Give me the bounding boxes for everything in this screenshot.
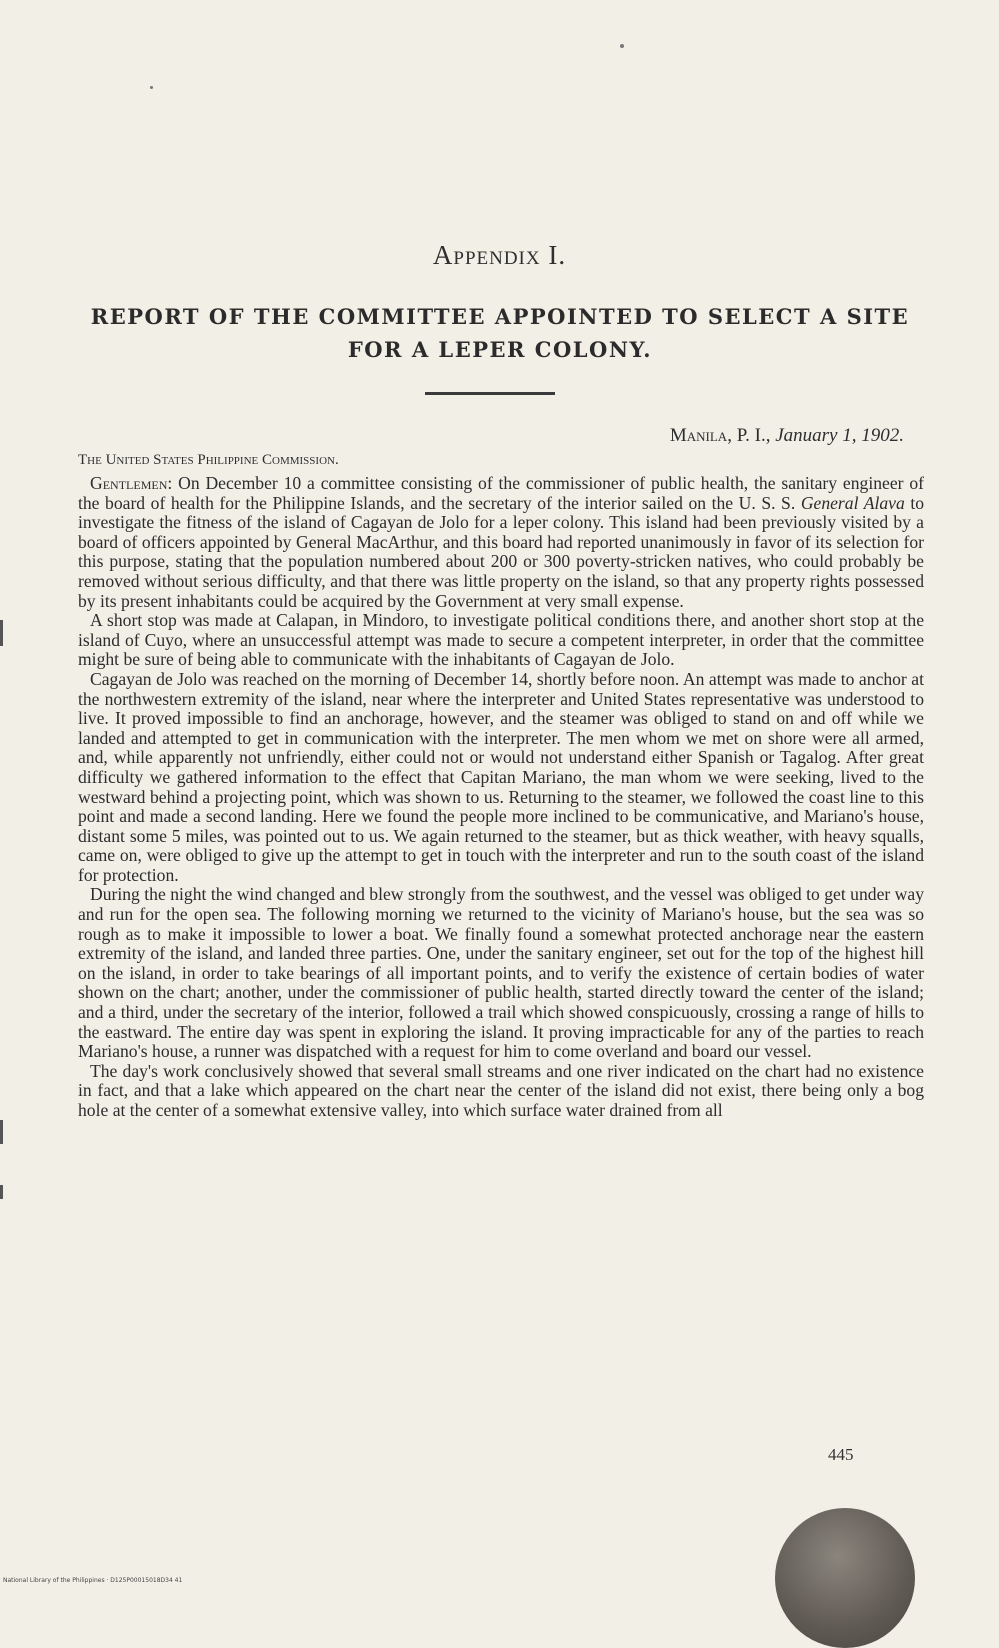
report-title-line-1: REPORT OF THE COMMITTEE APPOINTED TO SELECT A SITE — [90, 304, 910, 329]
appendix-label: Appendix — [432, 240, 541, 270]
paragraph-4: During the night the wind changed and blew strongly from the southwest, and the vessel was obliged to get under way and run for the open sea. The following morning we returned to the vicinity of Mariano's house, but the sea was so rough as to make it impossible to lower a boat. We finally found a somewhat protected anchorage near the eastern extremity of the island, and landed three parties. One, under the sanitary engineer, set out for the top of the highest hill on the island, in order to take bearings of all important points, and to verify the existence of certain bodies of water shown on the chart; another, under the commissioner of public health, started directly toward the center of the island; and a third, under the secretary of the interior, followed a trail which showed conspicuously, crossing a range of hills to the eastward. The entire day was spent in exploring the island. It proving impracticable for any of the parties to reach Mariano's house, a runner was dispatched with a request for him to come overland and board our vessel. — [78, 884, 924, 1062]
dateline-date: January 1, 1902. — [775, 425, 904, 446]
thumb-shadow — [775, 1508, 915, 1648]
paragraph-1 — [78, 474, 924, 611]
page-number: 445 — [828, 1445, 854, 1464]
addressee: The United States Philippine Commission. — [78, 452, 339, 468]
edge-mark — [0, 620, 3, 646]
paragraph-3: Cagayan de Jolo was reached on the morning of December 14, shortly before noon. An attempt was made to anchor at the northwestern extremity of the island, near where the interpreter and United States representative was understood to live. It proved impossible to find an anchorage, however, and the steamer was obliged to stand on and off while we landed and attempted to get in communication with the interpreter. The men whom we met on shore were all armed, and, while apparently not unfriendly, either could not or would not understand either Spanish or Tagalog. After great difficulty we gathered information to the effect that Capitan Mariano, the man whom we were seeking, lived to the westward behind a projecting point, which was shown to us. Returning to the steamer, we followed the coast line to this point and made a second landing. Here we found the people more inclined to be communicative, and Mariano's house, distant some 5 miles, was pointed out to us. We again returned to the steamer, but as thick weather, with heavy squalls, came on, were obliged to give up the attempt to get in touch with the interpreter and run to the south coast of the island for protection. — [78, 668, 924, 885]
paragraph-1-text-b: to investigate the fitness of the island of Cagayan de Jolo for a leper colony. This island had been previously visited by a board of officers appointed by General MacArthur, and this board had reported unanimously in favor of its selection for this purpose, stating that the population numbered about 200 or 300 poverty-stricken natives, who could probably be removed without serious difficulty, and that there was little property on the island, so that any property rights possessed by its present inhabitants could be acquired by the Government at very small expense. — [78, 492, 924, 611]
paper-speck — [620, 44, 624, 48]
edge-mark — [0, 1120, 3, 1144]
report-body — [78, 474, 924, 1121]
edge-mark — [0, 1185, 3, 1199]
paragraph-1-text-a: On December 10 a committee consisting of the commissioner of public health, the sanitary engineer of the board of health for the Philippine Islands, and the secretary of the interior sailed on the U. S. S. — [78, 473, 924, 513]
salutation: Gentlemen: — [90, 473, 173, 493]
dateline — [670, 425, 904, 447]
title-rule — [425, 392, 555, 395]
dateline-place: Manila, P. I., — [669, 425, 771, 446]
appendix-heading — [0, 240, 999, 271]
report-title-line-2: FOR A LEPER COLONY. — [347, 337, 653, 362]
paragraph-5: The day's work conclusively showed that several small streams and one river indicated on the chart had no existence in fact, and that a lake which appeared on the chart near the center of the island did not exist, there being only a bog hole at the center of a somewhat extensive valley, into which surface water drained from all — [78, 1060, 924, 1120]
report-title — [70, 300, 930, 366]
appendix-numeral: I. — [548, 240, 567, 270]
paper-speck — [150, 86, 153, 89]
library-stamp: National Library of the Philippines · D125P00015018D34 41 — [3, 1577, 183, 1584]
ship-name: General Alava — [800, 492, 905, 513]
paragraph-2: A short stop was made at Calapan, in Mindoro, to investigate political conditions there, and another short stop at the island of Cuyo, where an unsuccessful attempt was made to secure a competent interpreter, in order that the committee might be sure of being able to communicate with the inhabitants of Cagayan de Jolo. — [78, 610, 924, 670]
